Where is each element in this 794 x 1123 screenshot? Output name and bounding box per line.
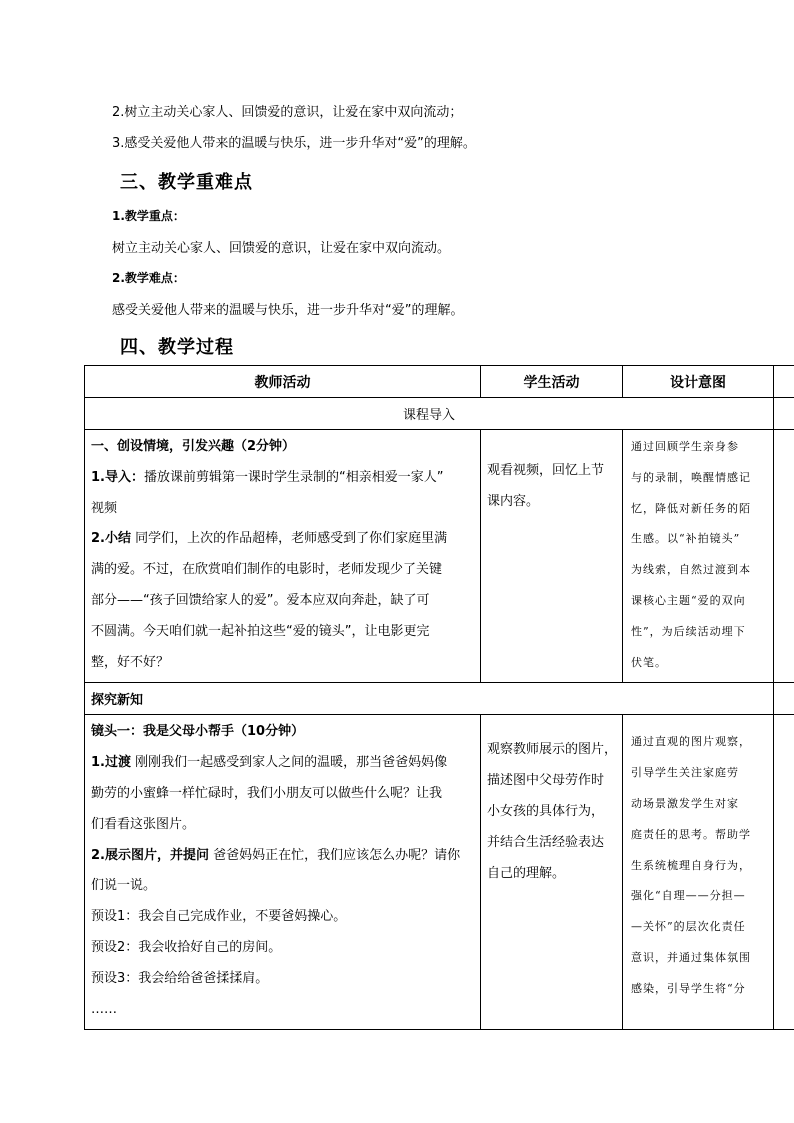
table-header-row xyxy=(85,366,794,398)
scene1-student-line3: 小女孩的具体行为， xyxy=(487,803,605,819)
intro-t2-line1: 同学们，上次的作品超棒，老师感受到了你们家庭里满 xyxy=(130,531,448,547)
key-point-text: 树立主动关心家人、回馈爱的意识，让爱在家中双向流动。 xyxy=(112,241,451,256)
intro-design-line5: 为线索，自然过渡到本 xyxy=(631,563,751,577)
scene1-design-line1: 通过直观的图片观察， xyxy=(631,735,751,749)
scene1-student-line5: 自己的理解。 xyxy=(487,865,566,881)
scene1-t2-label: 2.展示图片，并提问 xyxy=(91,847,209,863)
intro-student-line2: 课内容。 xyxy=(487,493,540,509)
section-4-heading: 四、教学过程 xyxy=(120,337,234,358)
intro-design-cell xyxy=(623,430,774,683)
intro-design-line3: 忆，降低对新任务的陌 xyxy=(631,501,751,515)
scene1-teacher-cell xyxy=(85,715,481,1030)
intro-design-line4: 生感。以“补拍镜头” xyxy=(631,532,741,546)
difficulty-text: 感受关爱他人带来的温暖与快乐，进一步升华对“爱”的理解。 xyxy=(112,303,464,318)
intro-t2-line2: 满的爱。不过，在欣赏咱们制作的电影时，老师发现少了关键 xyxy=(91,562,443,578)
scene1-t1-label: 1.过渡 xyxy=(91,755,131,771)
intro-t1-line1: 播放课前剪辑第一课时学生录制的“相亲相爱一家人” xyxy=(143,469,444,485)
scene1-design-line6: 强化“自理——分担— xyxy=(631,889,746,903)
scene1-t1-line1: 刚刚我们一起感受到家人之间的温暖，那当爸爸妈妈像 xyxy=(130,755,448,771)
scene1-design-cell xyxy=(623,715,774,1030)
intro-student-cell xyxy=(481,430,623,683)
scene1-design-line3: 动场景激发学生对家 xyxy=(631,796,739,810)
key-point-label: 1.教学重点： xyxy=(112,209,185,223)
scene1-design-line8: 意识，并通过集体氛围 xyxy=(631,950,751,964)
scene1-design-line4: 庭责任的思考。帮助学 xyxy=(631,827,751,841)
intro-content-row xyxy=(85,430,794,683)
scene1-ellipsis: …… xyxy=(91,1001,117,1017)
scene1-t2-line2: 们说一说。 xyxy=(91,878,157,894)
intro-design-line6: 课核心主题“爱的双向 xyxy=(631,593,746,607)
intro-teacher-title: 一、创设情境，引发兴趣（2分钟） xyxy=(91,439,296,454)
scene1-t1-line3: 们看看这张图片。 xyxy=(91,816,196,832)
goal-line-2: 2.树立主动关心家人、回馈爱的意识，让爱在家中双向流动； xyxy=(112,105,463,120)
scene1-student-line1: 观察教师展示的图片， xyxy=(487,742,618,758)
intro-t1-line2: 视频 xyxy=(91,500,118,516)
teaching-process-table xyxy=(84,365,794,1030)
intro-student-line1: 观看视频，回忆上节 xyxy=(487,463,605,478)
goal-line-3: 3.感受关爱他人带来的温暖与快乐，进一步升华对“爱”的理解。 xyxy=(112,136,476,151)
intro-t2-line5: 整，好不好？ xyxy=(91,654,170,670)
scene1-design-line2: 引导学生关注家庭劳 xyxy=(631,766,739,780)
difficulty-label: 2.教学难点： xyxy=(112,271,185,285)
scene1-content-row xyxy=(85,715,794,1030)
section-3-heading: 三、教学重难点 xyxy=(120,172,253,193)
scene1-design-line5: 生系统梳理自身行为， xyxy=(631,858,751,872)
intro-section-title: 课程导入 xyxy=(85,398,774,430)
scene1-student-cell xyxy=(481,715,623,1030)
scene1-teacher-title: 镜头一：我是父母小帮手（10分钟） xyxy=(91,724,305,740)
scene1-preset1: 预设1：我会自己完成作业，不要爸妈操心。 xyxy=(91,909,347,925)
header-student: 学生活动 xyxy=(481,366,623,398)
intro-t1-label: 1.导入： xyxy=(91,469,144,485)
scene1-design-line7: —关怀”的层次化责任 xyxy=(631,920,746,934)
scene1-design-line9: 感染，引导学生将“分 xyxy=(631,981,746,995)
scene1-preset2: 预设2：我会收拾好自己的房间。 xyxy=(91,939,282,955)
intro-t2-label: 2.小结 xyxy=(91,531,131,547)
intro-design-line2: 与的录制，唤醒情感记 xyxy=(631,470,751,484)
header-design: 设计意图 xyxy=(623,366,774,398)
header-extra xyxy=(774,366,794,398)
intro-t2-line4: 不圆满。今天咱们就一起补拍这些“爱的镜头”，让电影更完 xyxy=(91,623,430,639)
explore-section-title: 探究新知 xyxy=(85,683,774,715)
scene1-t1-line2: 勤劳的小蜜蜂一样忙碌时，我们小朋友可以做些什么呢？让我 xyxy=(91,785,443,801)
intro-design-line8: 伏笔。 xyxy=(631,655,667,669)
intro-section-row xyxy=(85,398,794,430)
intro-teacher-cell xyxy=(85,430,481,683)
header-teacher: 教师活动 xyxy=(85,366,481,398)
scene1-t2-line1: 爸爸妈妈正在忙，我们应该怎么办呢？请你 xyxy=(208,847,461,863)
scene1-student-line2: 描述图中父母劳作时 xyxy=(487,773,605,789)
scene1-preset3: 预设3：我会给给爸爸揉揉肩。 xyxy=(91,970,269,986)
intro-design-line1: 通过回顾学生亲身参 xyxy=(631,440,739,453)
intro-t2-line3: 部分——“孩子回馈给家人的爱”。爱本应双向奔赴，缺了可 xyxy=(91,592,430,608)
intro-design-line7: 性”，为后续活动埋下 xyxy=(631,624,746,638)
explore-section-row xyxy=(85,683,794,715)
scene1-student-line4: 并结合生活经验表达 xyxy=(487,834,605,850)
